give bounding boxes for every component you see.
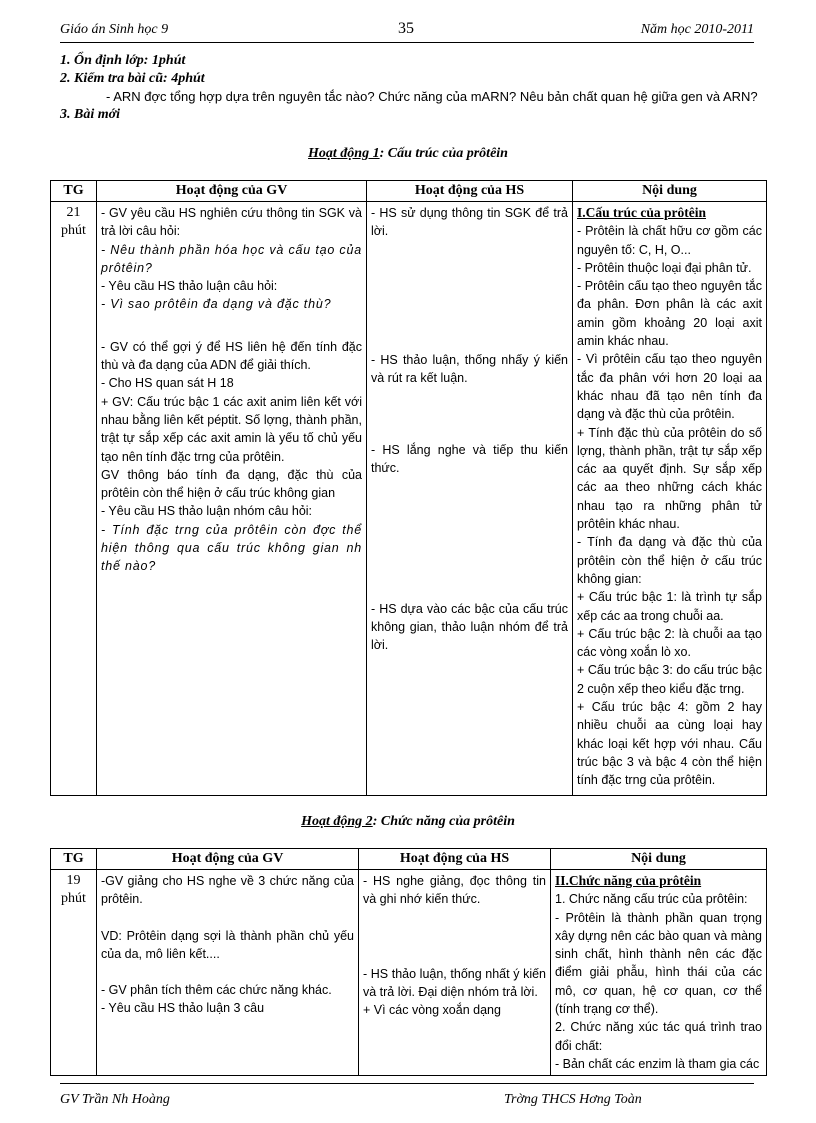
gv-cell: [97, 202, 367, 796]
time-unit: phút: [61, 891, 86, 907]
time-cell: [51, 870, 97, 1076]
activity-1-title: [0, 146, 816, 162]
time-cell: [51, 202, 97, 796]
time-value: 19: [66, 873, 81, 888]
content-item: + Tính đặc thù của prôtêin do số lợng, thành phần, trật tự sắp xếp các aa quyết định. Sự sắp xếp các aa theo những cách khác nhau tạo ra những phân tử prôtêin khác nhau.: [577, 425, 762, 532]
hs-item: - HS thảo luận, thống nhất ý kiến và trả lời. Đại diện nhóm trả lời.: [363, 966, 546, 999]
header-subject: Giáo án Sinh học 9: [60, 22, 169, 37]
col-hs: Hoạt động của HS: [359, 849, 551, 870]
time-value: 21: [66, 205, 81, 220]
gv-item: - GV có thể gợi ý để HS liên hệ đến tính đặc thù và đa dạng của ADN để giải thích.: [101, 339, 362, 373]
content-item: - Bản chất các enzim là tham gia các: [555, 1056, 760, 1071]
gv-item: - Yêu cầu HS thảo luận 3 câu: [101, 1001, 265, 1016]
gv-item: - Yêu cầu HS thảo luận câu hỏi:: [101, 279, 278, 294]
col-gv: Hoạt động của GV: [97, 849, 359, 870]
gv-cell: [97, 870, 359, 1076]
content-item: 1. Chức năng cấu trúc của prôtêin:: [555, 892, 748, 907]
content-item: + Cấu trúc bậc 1: là trình tự sắp xếp các aa trong chuỗi aa.: [577, 590, 762, 623]
gv-item: + GV: Cấu trúc bậc 1 các axit anim liên kết với nhau bằng liên kết péptit. Số lợng, thành phần, trật tự sắp xếp các axit amin là yếu tố chủ yếu tạo nên tính đặc trng của prôtêin.: [101, 394, 362, 464]
activity-2-title: [0, 814, 816, 830]
page-footer: [60, 1083, 754, 1114]
content-item: - Prôtêin là chất hữu cơ gồm các nguyên tố: C, H, O...: [577, 224, 762, 257]
content-cell: [551, 870, 767, 1076]
hs-item: + Vì các vòng xoắn dạng: [363, 1003, 501, 1018]
hs-cell: [367, 202, 573, 796]
page-header: [60, 18, 754, 43]
hs-item: - HS sử dụng thông tin SGK để trả lời.: [371, 206, 568, 239]
content-item: + Cấu trúc bậc 4: gồm 2 hay nhiều chuỗi aa cùng loại hay khác loại kết hợp với nhau. Cấu trúc bậc 3 và bậc 4 còn thể hiện tính đặc trng của prôtêin.: [577, 700, 762, 788]
activity-2-label: Hoạt động 2: [301, 814, 373, 829]
table-row: [51, 870, 767, 1076]
gv-item: - Tính đặc trng của prôtêin còn đợc thể hiện thông qua cấu trúc không gian nh thế nào?: [101, 522, 362, 574]
content-item: - Tính đa dạng và đặc thù của prôtêin còn thể hiện ở cấu trúc không gian:: [577, 535, 762, 586]
footer-school: Trờng THCS Hơng Toàn: [504, 1092, 642, 1107]
content-heading: II.Chức năng của prôtêin: [555, 873, 702, 888]
hs-item: - HS dựa vào các bậc của cấu trúc không gian, thảo luận nhóm để trả lời.: [371, 601, 568, 653]
gv-item: GV thông báo tính đa dạng, đặc thù của prôtêin còn thể hiện ở cấu trúc không gian: [101, 467, 362, 501]
col-tg: TG: [51, 181, 97, 202]
activity-1-label: Hoạt động 1: [308, 146, 380, 161]
content-item: - Prôtêin thuộc loại đại phân tử.: [577, 260, 752, 275]
gv-item: -GV giảng cho HS nghe về 3 chức năng của prôtêin.: [101, 874, 354, 907]
gv-item: - Cho HS quan sát H 18: [101, 376, 234, 391]
col-gv: Hoạt động của GV: [97, 181, 367, 202]
hs-item: - HS nghe giảng, đọc thông tin và ghi nhớ kiến thức.: [363, 874, 546, 907]
gv-item: - Vì sao prôtêin đa dạng và đặc thù?: [101, 297, 332, 312]
gv-item: - GV yêu cầu HS nghiên cứu thông tin SGK và trả lời câu hỏi:: [101, 206, 362, 239]
footer-teacher: GV Trần Nh Hoàng: [60, 1092, 170, 1107]
table-header-row: [51, 849, 767, 870]
gv-item: VD: Prôtêin dạng sợi là thành phần chủ yếu của da, mô liên kết....: [101, 928, 354, 961]
content-item: + Cấu trúc bậc 2: là chuỗi aa tạo các vòng xoắn lò xo.: [577, 626, 762, 660]
col-content: Nội dung: [551, 849, 767, 870]
content-heading: I.Cấu trúc của prôtêin: [577, 205, 706, 220]
table-header-row: [51, 181, 767, 202]
hs-item: - HS lắng nghe và tiếp thu kiến thức.: [371, 443, 568, 476]
intro-step-2: 2. Kiểm tra bài cũ: 4phút: [60, 71, 205, 86]
time-unit: phút: [61, 223, 86, 239]
activity-1-topic: : Cấu trúc của prôtêin: [379, 146, 508, 161]
content-item: - Prôtêin cấu tạo theo nguyên tắc đa phân. Đơn phân là các axit amin gồm khoảng 20 loại axit amin khác nhau.: [577, 279, 762, 349]
gv-item: - GV phân tích thêm các chức năng khác.: [101, 983, 332, 998]
activity-2-table: [50, 848, 767, 1076]
page-number: 35: [398, 20, 414, 37]
content-item: - Vì prôtêin cấu tạo theo nguyên tắc đa phân với hơn 20 loại aa khác nhau đã tạo nên tính đa dạng và đặc thù của prôtêin.: [577, 352, 762, 422]
table-row: [51, 202, 767, 796]
content-item: 2. Chức năng xúc tác quá trình trao đổi chất:: [555, 1020, 762, 1053]
gv-item: - Yêu cầu HS thảo luận nhóm câu hỏi:: [101, 504, 313, 519]
intro-step-3: 3. Bài mới: [60, 107, 121, 122]
activity-2-topic: : Chức năng của prôtêin: [372, 814, 515, 829]
hs-item: - HS thảo luận, thống nhấy ý kiến và rút ra kết luận.: [371, 352, 568, 385]
col-content: Nội dung: [573, 181, 767, 202]
content-cell: [573, 202, 767, 796]
intro-step-1: 1. Ổn định lớp: 1phút: [60, 53, 186, 68]
lesson-intro: [60, 52, 758, 124]
review-question: - ARN đợc tổng hợp dựa trên nguyên tắc nào? Chức năng của mARN? Nêu bản chất quan hệ giữa gen và ARN?: [106, 89, 758, 104]
content-item: - Prôtêin là thành phần quan trọng xây dựng nên các bào quan và màng sinh chất, hình thành nên các đặc điểm giải phẫu, hình thái của các mô, cơ quan, hệ cơ quan, cơ thể (tính trạng cơ thể).: [555, 910, 762, 1017]
header-school-year: Năm học 2010-2011: [640, 22, 754, 37]
content-item: + Cấu trúc bậc 3: do cấu trúc bậc 2 cuộn xếp theo kiểu đặc trng.: [577, 663, 762, 696]
activity-1-table: [50, 180, 767, 796]
col-tg: TG: [51, 849, 97, 870]
col-hs: Hoạt động của HS: [367, 181, 573, 202]
hs-cell: [359, 870, 551, 1076]
gv-item: - Nêu thành phần hóa học và cấu tạo của prôtêin?: [101, 242, 362, 275]
